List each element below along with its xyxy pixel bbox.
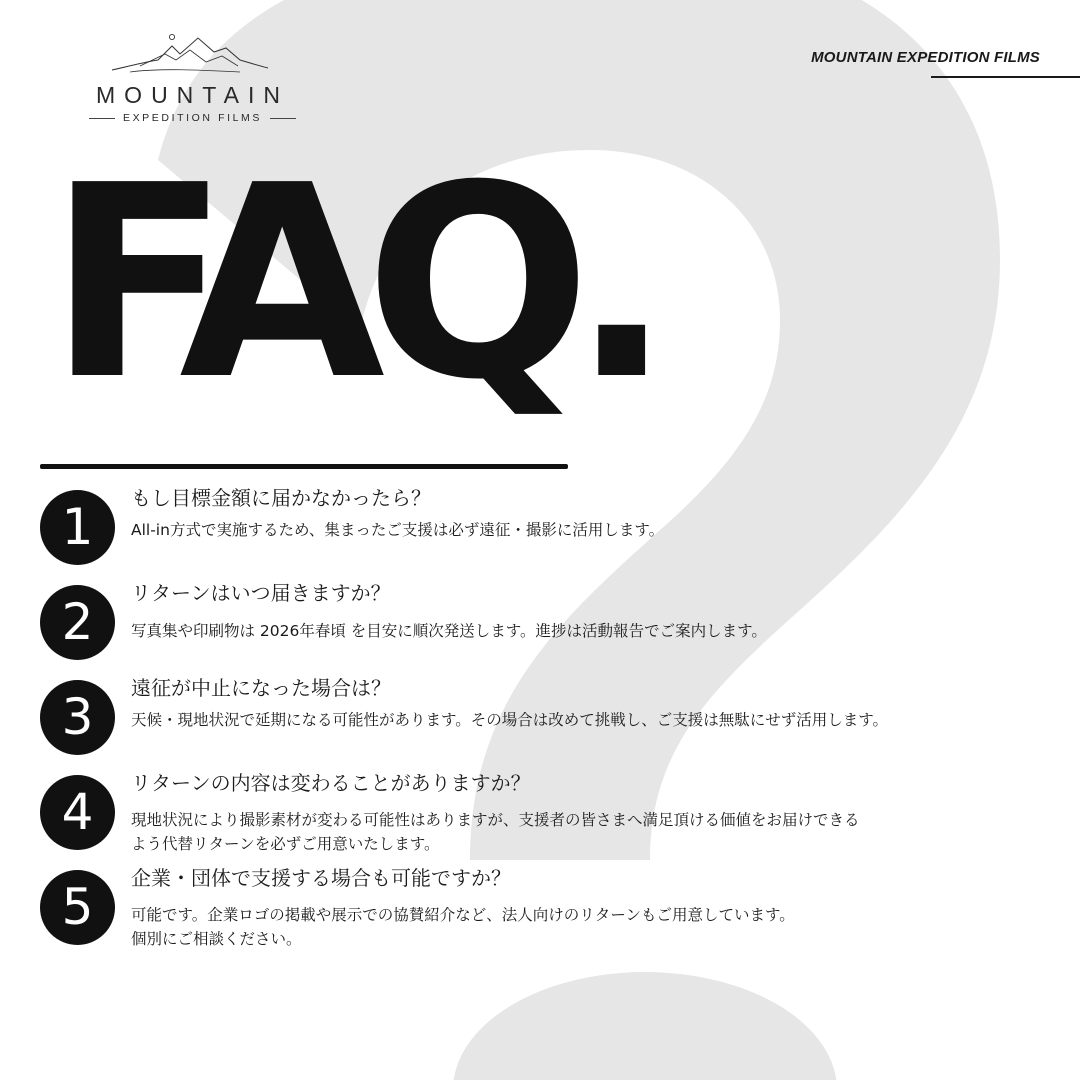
faq-question: リターンの内容は変わることがありますか？ bbox=[131, 771, 531, 795]
divider bbox=[40, 464, 568, 469]
faq-answer-line: よう代替リターンを必ずご用意いたします。 bbox=[131, 835, 440, 853]
faq-answer-line: 写真集や印刷物は 2026年春頃 を目安に順次発送します。進捗は活動報告でご案内します。 bbox=[131, 622, 767, 640]
faq-answer bbox=[131, 903, 795, 951]
brand-label: MOUNTAIN EXPEDITION FILMS bbox=[811, 49, 1040, 66]
logo-subtitle bbox=[75, 112, 310, 124]
faq-answer-line: 現地状況により撮影素材が変わる可能性はありますが、支援者の皆さまへ満足頂ける価値をお届けできる bbox=[131, 811, 860, 829]
faq-question: リターンはいつ届きますか？ bbox=[131, 581, 391, 605]
logo-wordmark: MOUNTAIN bbox=[96, 82, 289, 108]
faq-answer bbox=[131, 619, 767, 643]
faq-number: 5 bbox=[40, 870, 115, 945]
logo bbox=[75, 30, 310, 130]
faq-number: 4 bbox=[40, 775, 115, 850]
page-title: FAQ. bbox=[48, 128, 653, 438]
mountain-logo-icon bbox=[110, 30, 270, 76]
faq-answer-line: 可能です。企業ロゴの掲載や展示での協賛紹介など、法人向けのリターンもご用意しています。 bbox=[131, 906, 795, 924]
faq-answer-line: 天候・現地状況で延期になる可能性があります。その場合は改めて挑戦し、ご支援は無駄にせず活用します。 bbox=[131, 711, 889, 729]
faq-answer bbox=[131, 808, 860, 856]
faq-question: 遠征が中止になった場合は？ bbox=[131, 676, 391, 700]
faq-answer-line: 個別にご相談ください。 bbox=[131, 930, 302, 948]
brand-rule bbox=[931, 76, 1080, 78]
faq-answer-line: All-in方式で実施するため、集まったご支援は必ず遠征・撮影に活用します。 bbox=[131, 521, 665, 539]
faq-number: 1 bbox=[40, 490, 115, 565]
faq-number: 3 bbox=[40, 680, 115, 755]
faq-question: 企業・団体で支援する場合も可能ですか？ bbox=[131, 866, 511, 890]
faq-answer bbox=[131, 518, 664, 542]
logo-rule-right bbox=[270, 118, 296, 119]
faq-number: 2 bbox=[40, 585, 115, 660]
logo-rule-left bbox=[89, 118, 115, 119]
logo-subtitle-text: EXPEDITION FILMS bbox=[122, 112, 263, 124]
faq-question: もし目標金額に届かなかったら？ bbox=[131, 486, 431, 510]
faq-answer bbox=[131, 708, 888, 732]
